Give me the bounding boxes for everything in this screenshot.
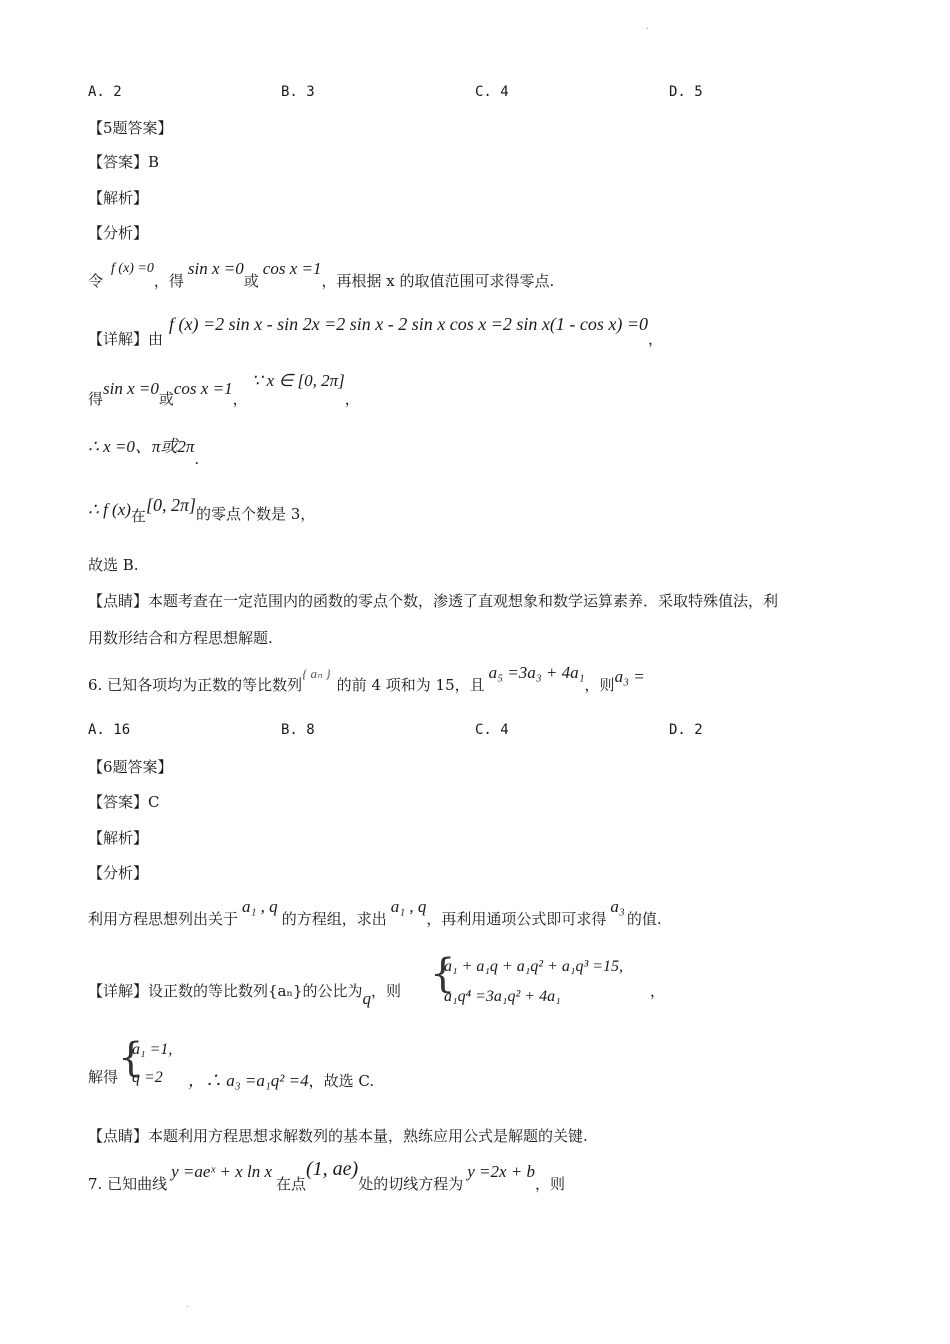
q5-answer-title: 【5题答案】 <box>88 119 173 137</box>
q6-system-line2: a₁q⁴ =3a₁q² + 4a₁ <box>444 988 561 1005</box>
q5-detail-prefix: 【详解】由 <box>88 330 164 348</box>
q5-dianjing-line1: 【点睛】本题考查在一定范围内的函数的零点个数，渗透了直观想象和数学运算素养．采取特殊值法，利 <box>88 592 779 610</box>
q5-step1-end: ， <box>344 390 360 408</box>
q7-curve: y =aeˣ + x ln x <box>171 1162 272 1181</box>
q5-step3-tail: 的零点个数是 3， <box>195 505 316 523</box>
q6-solve-line1: a₁ =1, <box>132 1041 173 1058</box>
q7-tangent-text: 处的切线方程为 <box>358 1175 464 1193</box>
q6-option-c: C. 4 <box>475 722 509 738</box>
q5-step2-end: . <box>194 450 200 468</box>
q6-analysis-vars: a₁ , q <box>242 897 278 916</box>
q6-option-a: A. 16 <box>88 722 131 738</box>
q6-solve-therefore: ，∴ a₃ =a₁q² =4 <box>188 1071 309 1090</box>
q5-step3-interval: [0, 2π] <box>145 495 196 515</box>
q7-at-point: 在点 <box>276 1175 307 1193</box>
q7-stem-prefix: 7. 已知曲线 <box>88 1175 168 1193</box>
q6-option-b: B. 8 <box>281 722 315 738</box>
q6-solve-brace: { <box>118 1035 144 1081</box>
page-mark-dot: . <box>646 22 649 32</box>
q5-conclusion: 故选 B. <box>88 556 139 574</box>
q5-step1 <box>88 371 360 408</box>
q7-tangent: y =2x + b <box>467 1162 536 1181</box>
q6-system-brace: { <box>430 951 456 997</box>
q6-detail-prefix: 【详解】设正数的等比数列{aₙ}的公比为 <box>88 982 363 1000</box>
q5-analysis-cos1: cos x =1 <box>262 259 322 278</box>
q5-step1-sin0: sin x =0 <box>103 379 159 398</box>
q6-solve-line2: q =2 <box>132 1069 163 1086</box>
q5-step1-comma: ， <box>232 390 248 408</box>
q5-step2-formula: ∴ x =0、π或2π <box>88 437 195 456</box>
q5-option-a: A. 2 <box>88 84 122 100</box>
q6-stem-seq: { aₙ } <box>302 666 331 681</box>
q5-detail-formula: f (x) =2 sin x - sin 2x =2 sin x - 2 sin x cos x =2 sin x(1 - cos x) =0 <box>169 314 648 334</box>
q6-system-line1: a₁ + a₁q + a₁q² + a₁q³ =15, <box>444 958 624 975</box>
q6-stem-eq: a₅ =3a₃ + 4a₁ <box>488 663 585 682</box>
q5-step3-zai: 在 <box>130 507 146 525</box>
q5-detail <box>88 314 664 348</box>
q5-analysis-or: 或 <box>243 272 259 290</box>
q6-solve-rest <box>188 1066 374 1091</box>
q6-stem-prefix: 6. 已知各项均为正数的等比数列 <box>88 676 303 694</box>
q5-analysis-ling: 令 <box>88 272 104 290</box>
q5-analysis-fx: f (x) =0 <box>111 261 154 276</box>
q7-stem <box>88 1158 566 1193</box>
q6-system-end: ， <box>650 982 666 1000</box>
q6-analysis-4: 的值. <box>626 910 662 928</box>
q6-solve-prefix: 解得 <box>88 1068 119 1086</box>
q5-fenxi-label: 【分析】 <box>88 224 149 242</box>
q6-stem <box>88 662 645 694</box>
q5-option-d: D. 5 <box>669 84 703 100</box>
q5-step1-or: 或 <box>158 390 174 408</box>
q5-step1-de: 得 <box>88 390 104 408</box>
q6-stem-then: ，则 <box>584 676 615 694</box>
q6-answer: 【答案】C <box>88 793 160 811</box>
q6-dianjing: 【点睛】本题利用方程思想求解数列的基本量，熟练应用公式是解题的关键. <box>88 1127 588 1145</box>
q6-detail-q: q <box>362 989 372 1008</box>
q6-answer-title: 【6题答案】 <box>88 758 173 776</box>
q5-option-c: C. 4 <box>475 84 509 100</box>
q5-detail-comma: ， <box>648 330 664 348</box>
q6-jiexi-label: 【解析】 <box>88 829 149 847</box>
q6-analysis-vars2: a₁ , q <box>390 897 427 916</box>
q5-analysis <box>88 258 555 290</box>
q7-then: ，则 <box>535 1175 566 1193</box>
q6-option-d: D. 2 <box>669 722 703 738</box>
q6-detail-then: ，则 <box>371 982 402 1000</box>
q6-analysis-a3: a₃ <box>610 897 625 916</box>
q5-step3-formula: ∴ f (x) <box>88 500 131 519</box>
q5-jiexi-label: 【解析】 <box>88 189 149 207</box>
q6-stem-mid: 的前 4 项和为 15，且 <box>336 676 485 694</box>
q5-step2 <box>88 432 200 468</box>
q5-step3 <box>88 495 316 525</box>
q5-step1-cos1: cos x =1 <box>173 379 233 398</box>
q6-solve-tail: ，故选 C. <box>308 1072 375 1090</box>
q5-analysis-sin0: sin x =0 <box>187 259 244 278</box>
q5-analysis-tail: ，再根据 x 的取值范围可求得零点. <box>321 272 555 290</box>
page-mark-dot-bottom: . <box>186 1300 189 1310</box>
q5-answer: 【答案】B <box>88 153 160 171</box>
q5-step1-because: ∵ x ∈ [0, 2π] <box>251 371 345 390</box>
q6-stem-ask: a₃ = <box>614 667 645 686</box>
q5-analysis-de: ，得 <box>153 272 184 290</box>
q5-dianjing-line2: 用数形结合和方程思想解题. <box>88 629 273 647</box>
q6-analysis-3: ，再利用通项公式即可求得 <box>426 910 607 928</box>
q6-analysis-1: 利用方程思想列出关于 <box>88 910 239 928</box>
q6-detail <box>88 980 402 1008</box>
q6-analysis-2: 的方程组，求出 <box>281 910 387 928</box>
q5-option-b: B. 3 <box>281 84 315 100</box>
q6-analysis <box>88 896 662 928</box>
q6-fenxi-label: 【分析】 <box>88 864 149 882</box>
q7-point: (1, ae) <box>306 1158 359 1180</box>
